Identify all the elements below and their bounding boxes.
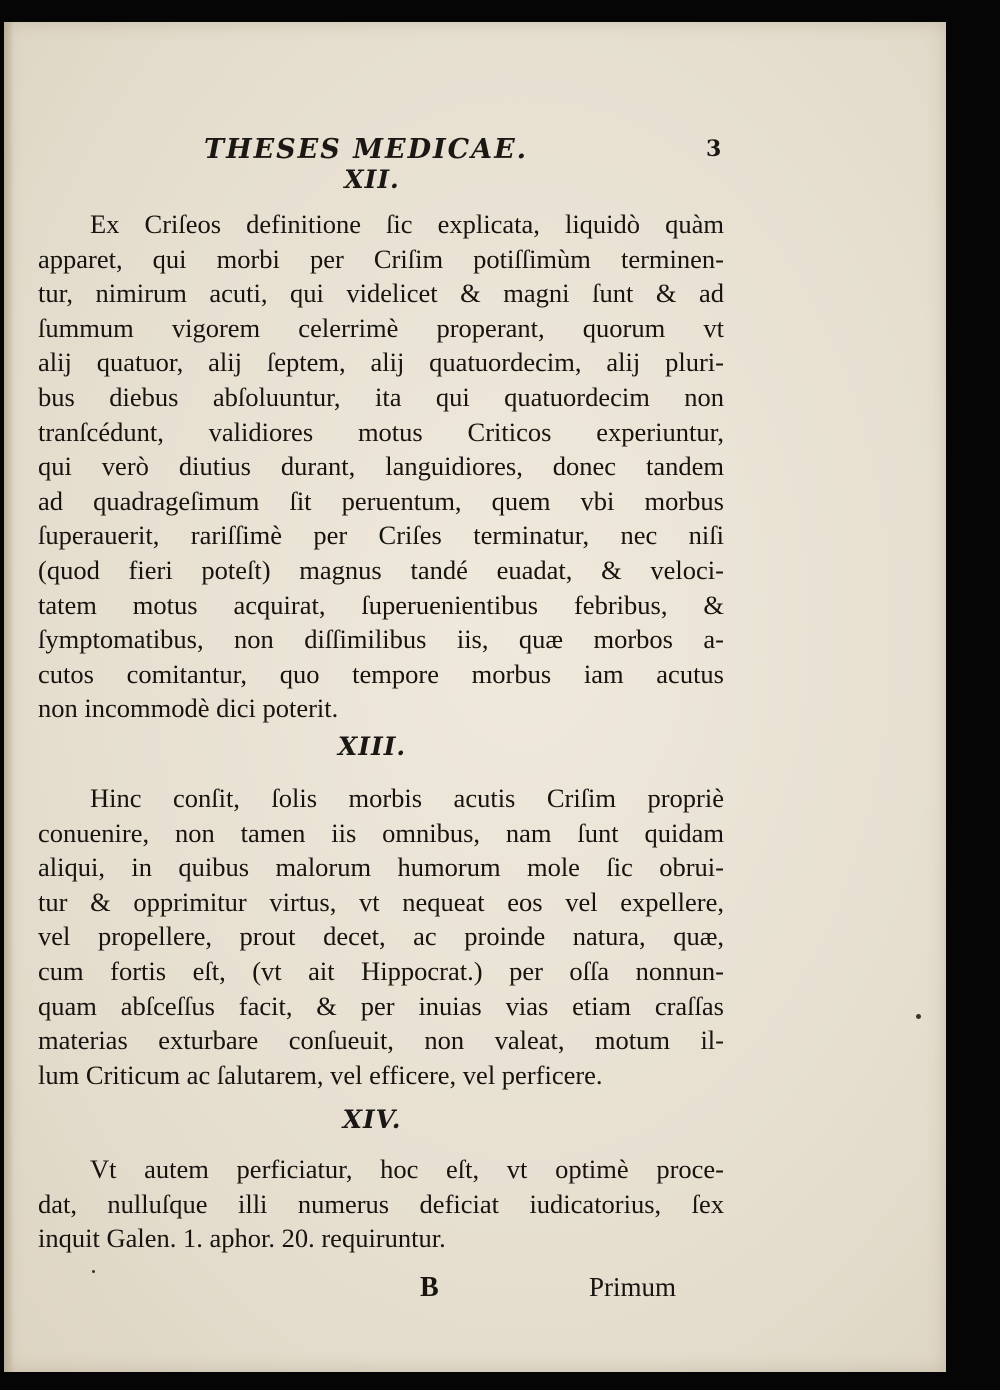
ink-speck [916, 1014, 921, 1019]
text-line: alij quatuor, alij ſeptem, alij quatuordecim, alij pluri- [38, 347, 724, 378]
text-line: dat, nulluſque illi numerus deficiat iudicatorius, ſex [38, 1188, 724, 1219]
section-number-xiii: XIII. [337, 732, 407, 761]
text-line: tur & opprimitur virtus, vt nequeat eos vel expellere, [38, 886, 724, 917]
text-line: inquit Galen. 1. aphor. 20. requiruntur. [38, 1223, 446, 1254]
running-head: THESES MEDICAE. [204, 134, 529, 165]
paragraph-xii [38, 207, 724, 726]
paragraph-xiii [38, 781, 724, 1092]
text-line: ſuperauerit, rariſſimè per Criſes terminatur, nec niſi [38, 520, 724, 551]
text-line: lum Criticum ac ſalutarem, vel efficere, vel perficere. [38, 1059, 603, 1090]
text-line: Hinc conſit, ſolis morbis acutis Criſim propriè [90, 783, 724, 813]
text-line: ſummum vigorem celerrimè properant, quorum vt [38, 312, 724, 343]
book-page [4, 22, 946, 1372]
text-line: qui verò diutius durant, languidiores, donec tandem [38, 451, 724, 482]
text-line: vel propellere, prout decet, ac proinde natura, quæ, [38, 921, 724, 952]
text-line: tranſcédunt, validiores motus Criticos experiuntur, [38, 416, 724, 447]
section-number-xii: XII. [344, 165, 400, 194]
page-number: 3 [706, 136, 722, 162]
text-line: aliqui, in quibus malorum humorum mole ſic obrui- [38, 852, 724, 883]
text-line: cum fortis eſt, (vt ait Hippocrat.) per oſſa nonnun- [38, 955, 724, 986]
text-line: tur, nimirum acuti, qui videlicet & magni ſunt & ad [38, 278, 724, 309]
text-line: apparet, qui morbi per Criſim potiſſimùm terminen- [38, 243, 724, 274]
signature-mark: B [420, 1272, 439, 1303]
text-line: Ex Criſeos definitione ſic explicata, liquidò quàm [90, 209, 724, 239]
text-line: Vt autem perficiatur, hoc eſt, vt optimè proce- [90, 1154, 724, 1184]
page-gutter-shadow [4, 22, 14, 1372]
text-line: quam abſceſſus facit, & per inuias vias etiam craſſas [38, 990, 724, 1021]
text-line: conuenire, non tamen iis omnibus, nam ſunt quidam [38, 817, 724, 848]
text-line: (quod fieri poteſt) magnus tandé euadat, & veloci- [38, 554, 724, 585]
text-line: bus diebus abſoluuntur, ita qui quatuordecim non [38, 381, 724, 412]
text-line: cutos comitantur, quo tempore morbus iam acutus [38, 658, 724, 689]
catchword: Primum [589, 1272, 677, 1302]
text-line: ſymptomatibus, non diſſimilibus iis, quæ morbos a- [38, 624, 724, 655]
paragraph-xiv [38, 1152, 724, 1256]
section-number-xiv: XIV. [342, 1105, 402, 1134]
text-line: ad quadrageſimum ſit peruentum, quem vbi morbus [38, 485, 724, 516]
text-line: materias exturbare conſueuit, non valeat, motum il- [38, 1025, 724, 1056]
ink-speck [92, 1270, 95, 1273]
text-line: non incommodè dici poterit. [38, 693, 339, 724]
text-line: tatem motus acquirat, ſuperuenientibus febribus, & [38, 589, 724, 620]
